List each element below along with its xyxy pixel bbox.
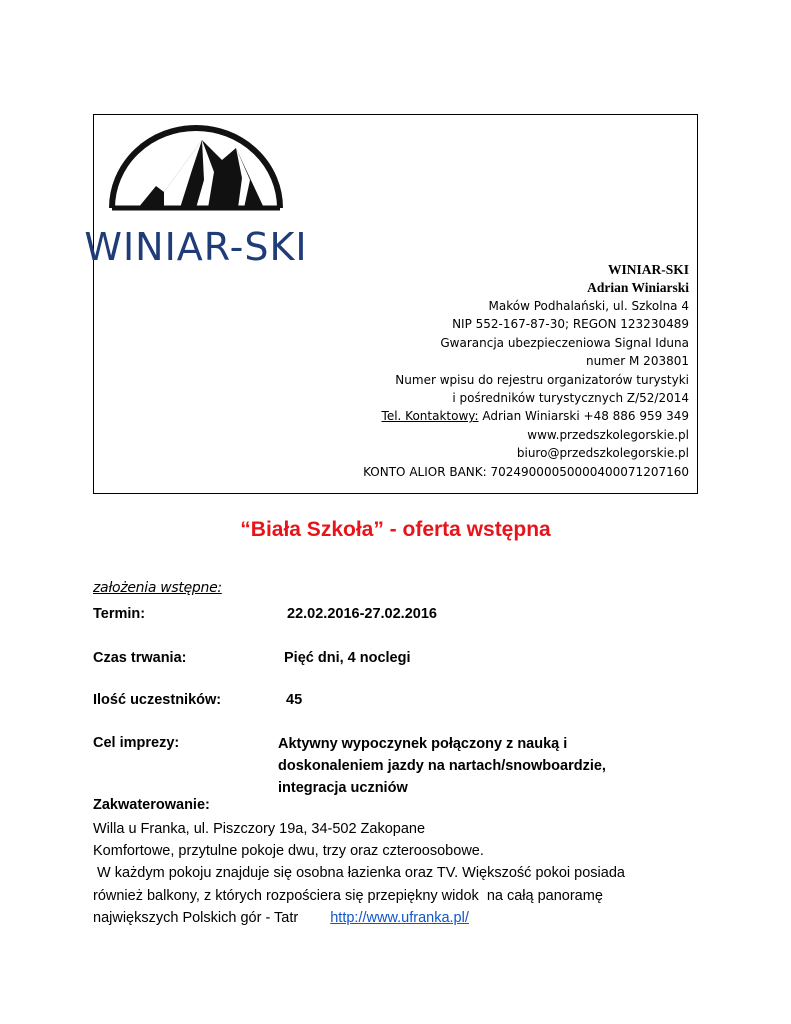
goal-value [278, 733, 606, 799]
accommodation-line: Willa u Franka, ul. Piszczory 19a, 34-502 Zakopane [93, 821, 426, 837]
logo-text: WINIAR-SKI [84, 225, 308, 269]
section-heading: założenia wstępne: [93, 580, 222, 596]
company-owner: Adrian Winiarski [587, 280, 689, 295]
accommodation-text [93, 818, 625, 929]
goal-line: doskonaleniem jazdy na nartach/snowboardzie, [278, 758, 606, 774]
participants-value: 45 [286, 692, 303, 708]
header-box [84, 114, 698, 494]
goal-line: integracja uczniów [278, 780, 408, 796]
accommodation-line [93, 907, 625, 929]
contact-label: Tel. Kontaktowy: [381, 409, 479, 424]
company-bank: KONTO ALIOR BANK: 70249000050000400071207160 [363, 464, 689, 479]
goal-line: Aktywny wypoczynek połączony z nauką i [278, 736, 568, 752]
duration-value: Pięć dni, 4 noclegi [284, 650, 411, 666]
term-value: 22.02.2016-27.02.2016 [287, 606, 437, 622]
company-email[interactable]: biuro@przedszkolegorskie.pl [516, 446, 689, 461]
accommodation-line: Komfortowe, przytulne pokoje dwu, trzy oraz czteroosobowe. [93, 843, 484, 860]
duration-label: Czas trwania: [93, 650, 187, 666]
accommodation-heading: Zakwaterowanie: [93, 797, 210, 813]
participants-label: Ilość uczestników: [93, 692, 222, 708]
company-insurance: Gwarancja ubezpieczeniowa Signal Iduna [440, 335, 689, 350]
document-title: “Biała Szkoła” - oferta wstępna [240, 518, 551, 541]
term-label: Termin: [93, 606, 146, 622]
winiar-ski-logo [84, 120, 308, 270]
company-tax-ids: NIP 552-167-87-30; REGON 123230489 [452, 317, 689, 332]
goal-label: Cel imprezy: [93, 735, 180, 751]
company-info [363, 261, 689, 481]
company-insurance-number: numer M 203801 [585, 354, 689, 369]
company-name: WINIAR-SKI [607, 262, 689, 277]
company-registry-line1: Numer wpisu do rejestru organizatorów turystyki [395, 372, 689, 387]
accommodation-line-text: największych Polskich gór - Tatr [93, 909, 299, 926]
accommodation-line: również balkony, z których rozpościera się przepiękny widok na całą panoramę [93, 887, 603, 904]
accommodation-link[interactable]: http://www.ufranka.pl/ [330, 909, 469, 926]
company-website[interactable]: www.przedszkolegorskie.pl [527, 427, 689, 442]
company-registry-line2: i pośredników turystycznych Z/52/2014 [452, 391, 689, 406]
accommodation-line: W każdym pokoju znajduje się osobna łazienka oraz TV. Większość pokoi posiada [93, 865, 625, 882]
company-address: Maków Podhalański, ul. Szkolna 4 [488, 299, 689, 313]
company-contact [363, 407, 689, 425]
contact-value: Adrian Winiarski +48 886 959 349 [478, 409, 689, 424]
